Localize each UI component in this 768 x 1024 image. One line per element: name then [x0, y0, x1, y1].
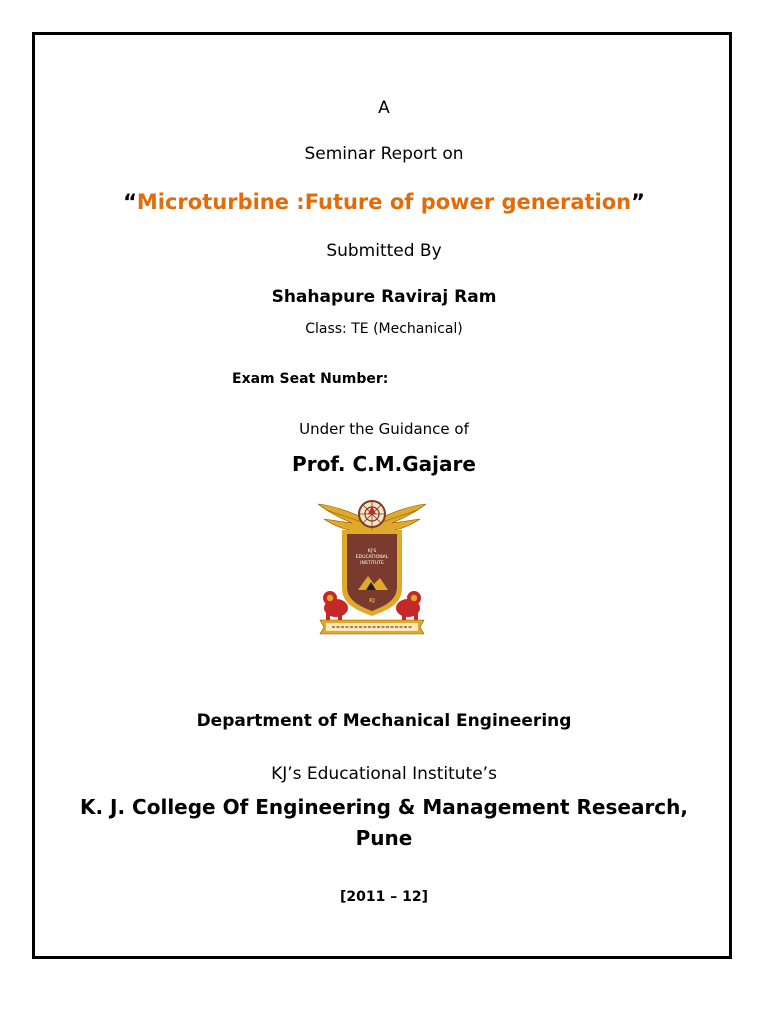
- guide-name: Prof. C.M.Gajare: [292, 452, 476, 476]
- student-name: Shahapure Raviraj Ram: [271, 287, 497, 307]
- report-title: [0, 192, 768, 213]
- title-text: Microturbine :Future of power generation: [136, 190, 632, 214]
- title-close-quote: ”: [631, 190, 645, 214]
- emblem-initials: KJ: [369, 598, 375, 604]
- department-name: Department of Mechanical Engineering: [196, 711, 572, 731]
- svg-text:EDUCATIONAL: EDUCATIONAL: [355, 555, 389, 560]
- submitted-by-label: Submitted By: [326, 241, 442, 261]
- svg-text:KJ'S: KJ'S: [367, 549, 377, 554]
- academic-year: [2011 – 12]: [340, 889, 428, 905]
- exam-seat-number-label: Exam Seat Number:: [232, 371, 389, 387]
- guidance-label: Under the Guidance of: [299, 420, 469, 438]
- student-class: Class: TE (Mechanical): [305, 321, 463, 337]
- college-name: K. J. College Of Engineering & Management Research,: [79, 795, 688, 819]
- seminar-report-label: Seminar Report on: [304, 144, 464, 164]
- svg-text:INSTITUTE: INSTITUTE: [360, 561, 384, 566]
- intro-a: A: [378, 98, 390, 118]
- institute-name: KJ’s Educational Institute’s: [271, 764, 497, 784]
- college-logo: [318, 492, 426, 638]
- college-city: Pune: [355, 826, 413, 850]
- title-open-quote: “: [123, 190, 137, 214]
